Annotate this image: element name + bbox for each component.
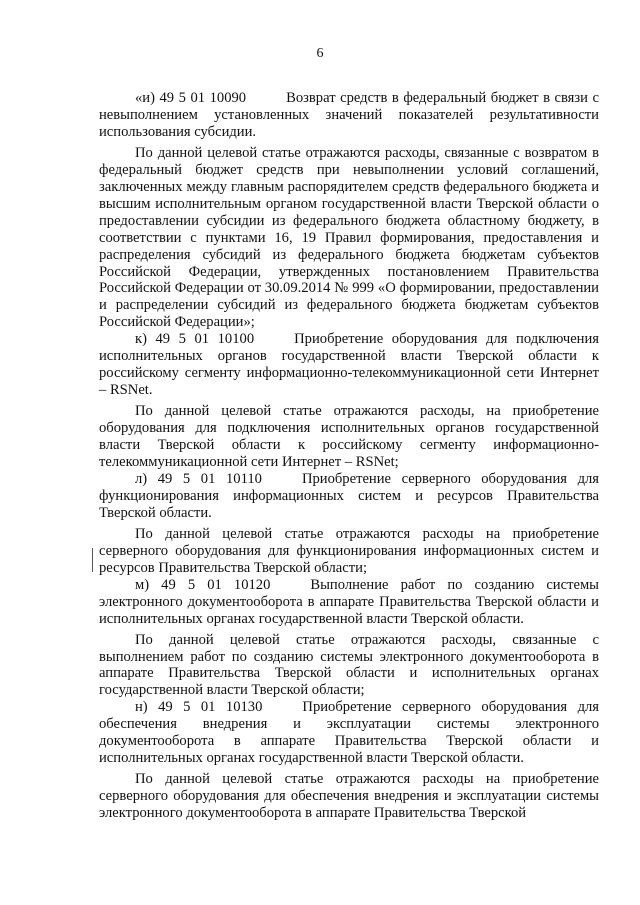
item-heading — [99, 699, 599, 767]
document-body — [99, 90, 599, 822]
item-title: Приобретение оборудования для подключения исполнительных органов государственной власти Тверской области к российскому сегменту информационно-телекоммуникационной сети Интернет – RSNet. — [99, 331, 600, 399]
item-code: н) 49 5 01 10130 — [135, 699, 263, 716]
list-item — [99, 577, 599, 700]
item-code: л) 49 5 01 10110 — [135, 470, 262, 487]
item-description: По данной целевой статье отражаются расходы, на приобретение оборудования для подключения исполнительных органов государственной власти Тверской области к российскому сегменту информационно-телекоммуникационной сети Интернет – RSNet; — [99, 403, 599, 471]
item-title: Выполнение работ по созданию системы электронного документооборота в аппарате Правительства Тверской области и исполнительных органах государственной власти Тверской области. — [99, 576, 599, 627]
item-description: По данной целевой статье отражаются расходы, связанные с выполнением работ по созданию системы электронного документооборота в аппарате Правительства Тверской области и исполнительных органах государственной власти Тверской области; — [99, 631, 599, 699]
item-title: Приобретение серверного оборудования для обеспечения внедрения и эксплуатации системы электронного документооборота в аппарате Правительства Тверской области и исполнительных органах государственной власти Тверской области. — [99, 699, 600, 767]
item-heading — [99, 577, 599, 628]
item-heading — [99, 331, 599, 399]
list-item — [99, 90, 599, 331]
list-item — [99, 471, 599, 577]
item-description: По данной целевой статье отражаются расходы на приобретение серверного оборудования для обеспечения внедрения и эксплуатации системы электронного документооборота в аппарате Правительства Тверской — [99, 771, 599, 822]
item-heading — [99, 90, 599, 141]
item-description: По данной целевой статье отражаются расходы, связанные с возвратом в федеральный бюджет средств при невыполнении условий соглашений, заключенных между главным распорядителем средств федерального бюджета и высшим исполнительным органом государственной власти Тверской области о предоставлении субсидии из федерального бюджета областному бюджету, в соответствии с пунктами 16, 19 Правил формирования, предоставления и распределения субсидий из федерального бюджета бюджетам субъектов Российской Федерации, утвержденных постановлением Правительства Российской Федерации от 30.09.2014 № 999 «О формировании, предоставлении и распределении субсидий из федерального бюджета бюджетам субъектов Российской Федерации»; — [99, 144, 599, 331]
list-item — [99, 699, 599, 822]
list-item — [99, 331, 599, 471]
scan-margin-mark — [92, 548, 93, 572]
item-code: м) 49 5 01 10120 — [135, 576, 271, 593]
item-code: «и) 49 5 01 10090 — [135, 90, 247, 106]
item-description: По данной целевой статье отражаются расходы на приобретение серверного оборудования для функционирования информационных систем и ресурсов Правительства Тверской области; — [99, 525, 599, 576]
item-title: Возврат средств в федеральный бюджет в связи с невыполнением установленных значений показателей результативности использования субсидии. — [99, 90, 599, 140]
item-code: к) 49 5 01 10100 — [135, 331, 255, 348]
item-heading — [99, 471, 599, 522]
page-number: 6 — [316, 46, 324, 61]
item-title: Приобретение серверного оборудования для функционирования информационных систем и ресурсов Правительства Тверской области. — [99, 470, 599, 521]
